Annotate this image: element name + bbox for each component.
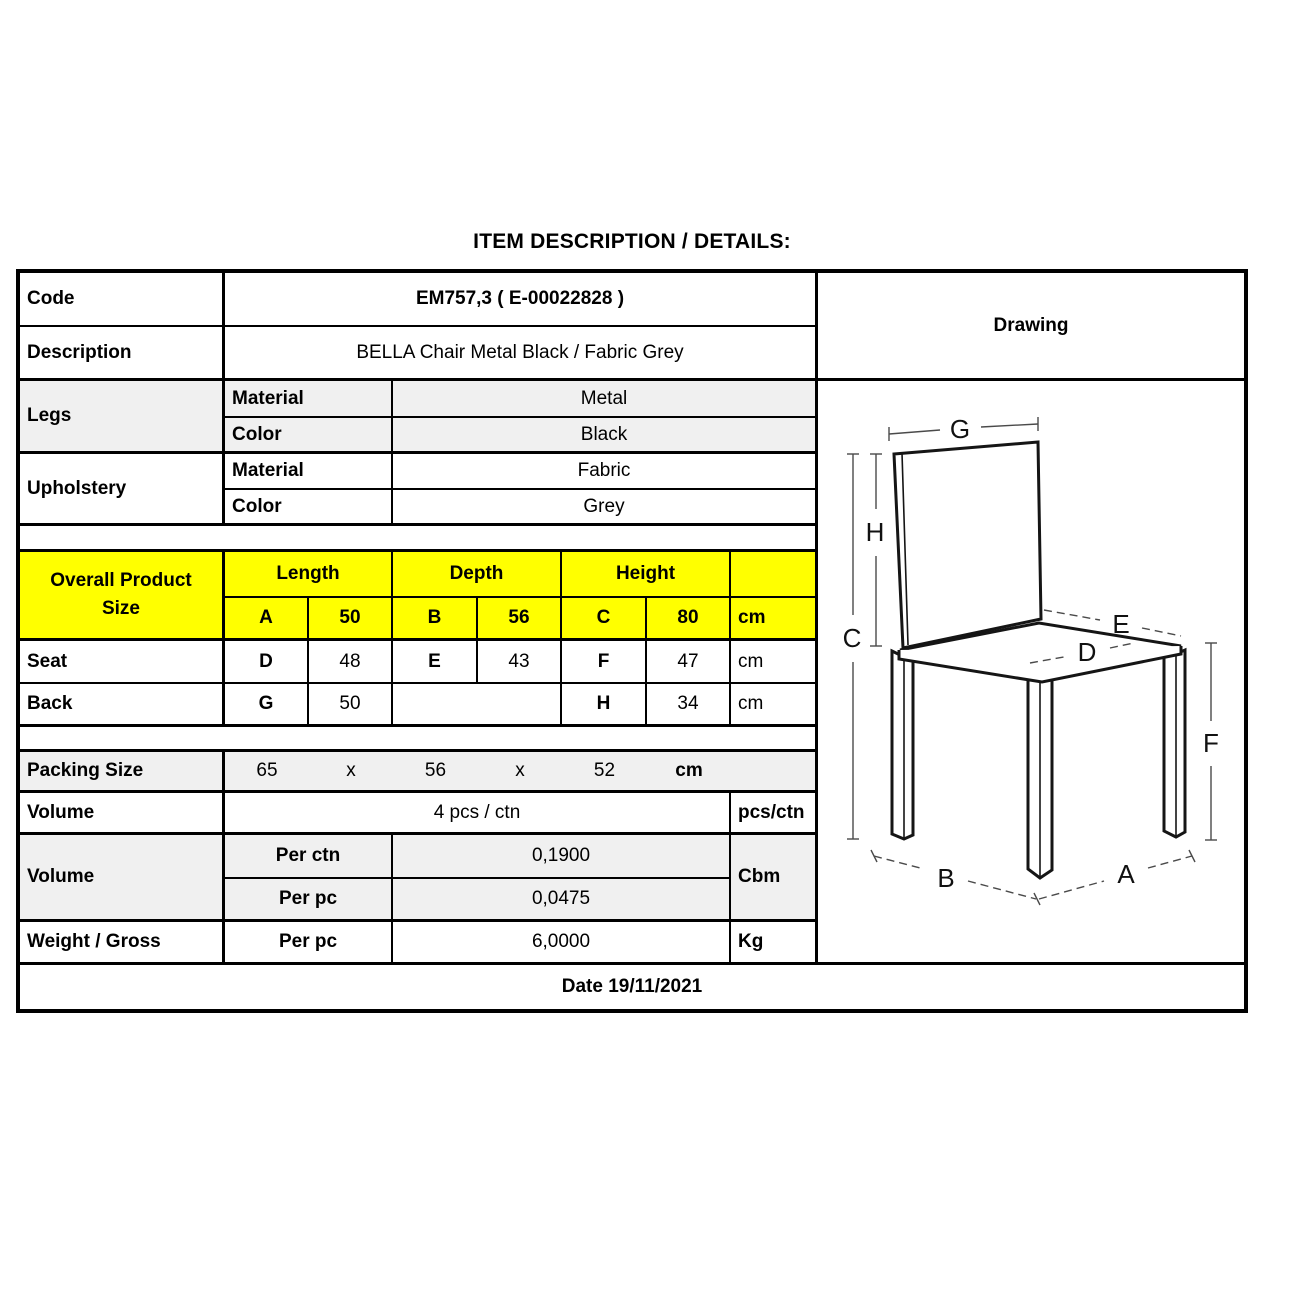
dim-line-b	[874, 856, 924, 869]
packing-label: Packing Size	[20, 752, 225, 793]
upholstery-group-label: Upholstery	[20, 454, 225, 526]
drawing-panel	[818, 381, 1244, 965]
volume-cbm-label: Volume	[20, 835, 225, 922]
volume-pcs-label: Volume	[20, 793, 225, 835]
chair-backrest	[894, 442, 1041, 648]
per-ctn-label: Per ctn	[225, 835, 393, 879]
back-key-h: H	[562, 684, 647, 727]
overall-key-b: B	[393, 598, 478, 641]
dim-label-b: B	[937, 863, 955, 893]
seat-label: Seat	[20, 641, 225, 684]
weight-unit: Kg	[731, 922, 818, 965]
date-row: Date 19/11/2021	[20, 965, 1244, 1009]
packing-unit: cm	[675, 760, 703, 782]
seat-unit: cm	[731, 641, 818, 684]
back-key-g: G	[225, 684, 309, 727]
packing-values	[225, 752, 818, 793]
back-label: Back	[20, 684, 225, 727]
back-empty-cell	[393, 684, 562, 727]
overall-key-c: C	[562, 598, 647, 641]
chair-drawing	[818, 381, 1244, 962]
header-length: Length	[225, 552, 393, 598]
overall-unit: cm	[731, 598, 818, 641]
volume-cbm-unit: Cbm	[731, 835, 818, 922]
dim-line-a	[1039, 881, 1104, 899]
chair-leg-right	[1164, 648, 1185, 837]
packing-sep-1: x	[346, 760, 356, 782]
dim-line-b	[968, 881, 1036, 899]
volume-pcs-unit: pcs/ctn	[731, 793, 818, 835]
upholstery-material-value: Fabric	[393, 454, 818, 490]
seat-key-d: D	[225, 641, 309, 684]
overall-value-c: 80	[647, 598, 731, 641]
per-pc-value: 0,0475	[393, 879, 731, 922]
upholstery-color-label: Color	[225, 490, 393, 526]
upholstery-color-value: Grey	[393, 490, 818, 526]
dim-label-a: A	[1117, 859, 1135, 889]
seat-key-f: F	[562, 641, 647, 684]
dim-label-d: D	[1077, 637, 1097, 667]
legs-color-label: Color	[225, 418, 393, 454]
per-ctn-value: 0,1900	[393, 835, 731, 879]
page-title: ITEM DESCRIPTION / DETAILS:	[473, 230, 791, 253]
spec-table	[16, 269, 1248, 1013]
weight-value: 6,0000	[393, 922, 731, 965]
overall-value-a: 50	[309, 598, 393, 641]
weight-label: Weight / Gross	[20, 922, 225, 965]
dim-line-e	[1044, 610, 1100, 620]
packing-value-3: 52	[593, 760, 616, 782]
chair-seat-thickness	[899, 646, 1181, 682]
overall-key-a: A	[225, 598, 309, 641]
dim-line-g	[889, 430, 940, 434]
legs-material-label: Material	[225, 381, 393, 418]
per-pc-label: Per pc	[225, 879, 393, 922]
dim-label-f: F	[1203, 728, 1219, 758]
dim-label-e: E	[1112, 609, 1130, 639]
dim-label-g: G	[949, 414, 971, 444]
header-depth: Depth	[393, 552, 562, 598]
description-label: Description	[20, 327, 225, 381]
dim-label-c: C	[842, 623, 862, 653]
spacer-row	[20, 526, 818, 552]
chair-leg-left	[892, 651, 913, 839]
weight-sub-label: Per pc	[225, 922, 393, 965]
seat-value-e: 43	[478, 641, 562, 684]
overall-size-label: Overall Product Size	[20, 552, 225, 641]
packing-value-1: 65	[256, 760, 278, 782]
upholstery-material-label: Material	[225, 454, 393, 490]
volume-pcs-value: 4 pcs / ctn	[225, 793, 731, 835]
packing-sep-2: x	[515, 760, 525, 782]
back-value-g: 50	[309, 684, 393, 727]
overall-value-b: 56	[478, 598, 562, 641]
dim-line-a	[1148, 856, 1192, 868]
packing-value-2: 56	[424, 760, 447, 782]
header-height: Height	[562, 552, 731, 598]
seat-value-f: 47	[647, 641, 731, 684]
back-value-h: 34	[647, 684, 731, 727]
code-value: EM757,3 ( E-00022828 )	[225, 273, 818, 327]
dim-line-e	[1142, 628, 1181, 636]
legs-color-value: Black	[393, 418, 818, 454]
seat-value-d: 48	[309, 641, 393, 684]
dim-label-h: H	[865, 517, 885, 547]
spacer-row	[20, 727, 818, 752]
code-label: Code	[20, 273, 225, 327]
drawing-header: Drawing	[818, 273, 1244, 381]
legs-group-label: Legs	[20, 381, 225, 454]
description-value: BELLA Chair Metal Black / Fabric Grey	[225, 327, 818, 381]
back-unit: cm	[731, 684, 818, 727]
seat-key-e: E	[393, 641, 478, 684]
dim-line-g	[981, 424, 1038, 427]
legs-material-value: Metal	[393, 381, 818, 418]
header-unit-spacer	[731, 552, 818, 598]
